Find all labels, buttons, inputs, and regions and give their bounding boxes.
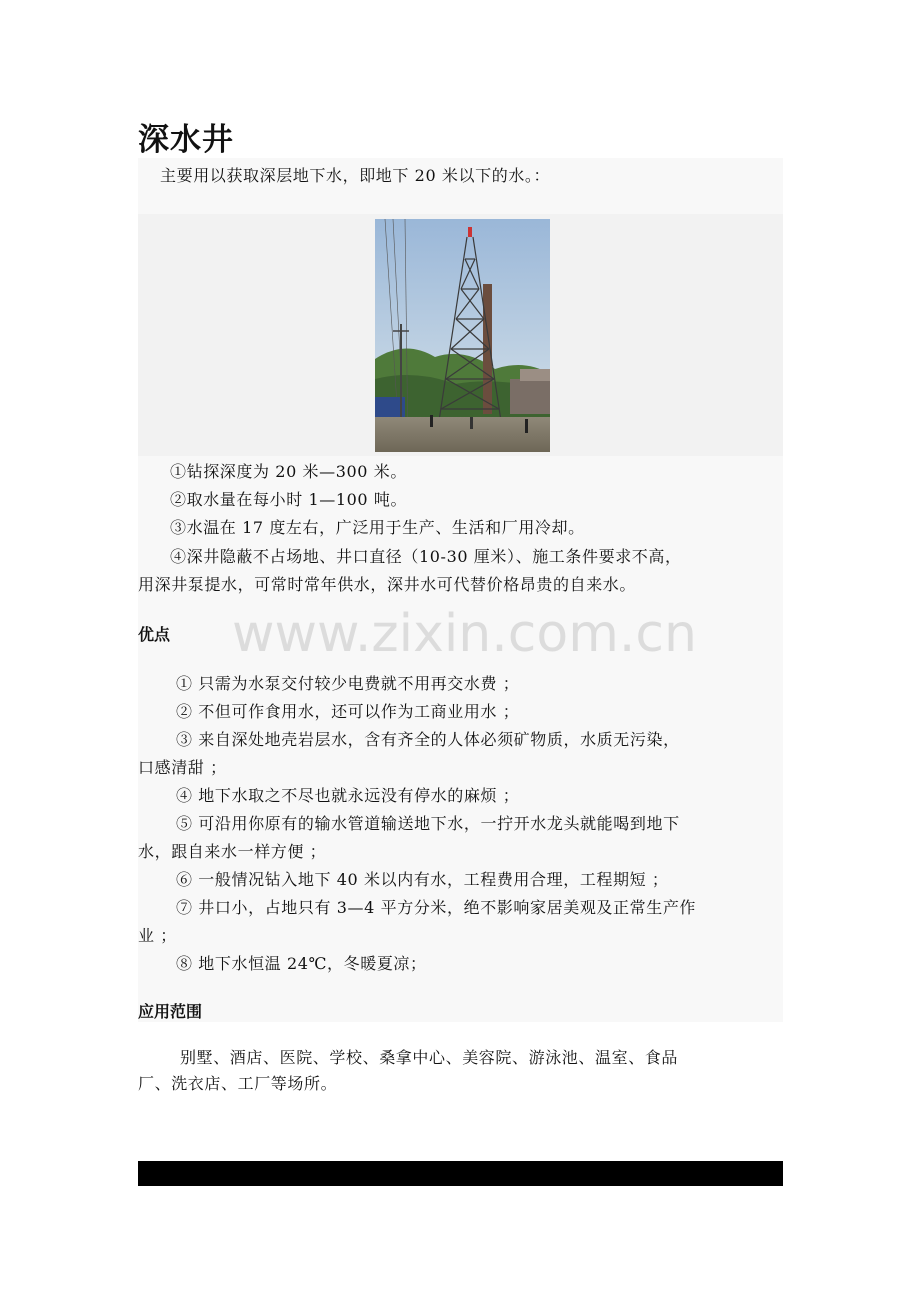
advantage-line: 口感清甜 ； [138, 758, 227, 777]
advantage-line: ⑤ 可沿用你原有的输水管道输送地下水，一拧开水龙头就能喝到地下 [176, 814, 680, 833]
advantage-line: ⑧ 地下水恒温 24℃，冬暖夏凉； [176, 954, 427, 973]
advantage-line: 业 ； [138, 926, 177, 945]
watermark: www.zixin.com.cn [232, 604, 697, 664]
intro-text: 主要用以获取深层地下水，即地下 20 米以下的水。： [160, 166, 551, 185]
applications-line-2: 厂、洗衣店、工厂等场所。 [138, 1074, 338, 1093]
spec-4-line-1: ④深井隐蔽不占场地、井口直径（10-30 厘米）、施工条件要求不高， [170, 547, 682, 566]
applications-line-1: 别墅、酒店、医院、学校、桑拿中心、美容院、游泳池、温室、食品 [180, 1048, 679, 1067]
page-title: 深水井 [138, 122, 234, 158]
advantage-line: ⑥ 一般情况钻入地下 40 米以内有水，工程费用合理，工程期短 ； [176, 870, 669, 889]
spec-4-line-2: 用深井泵提水，可常时常年供水，深井水可代替价格昂贵的自来水。 [138, 575, 637, 594]
advantage-line: ④ 地下水取之不尽也就永远没有停水的麻烦 ； [176, 786, 520, 805]
drilling-rig-photo [375, 219, 550, 452]
advantage-line: ① 只需为水泵交付较少电费就不用再交水费 ； [176, 674, 520, 693]
spec-3: ③水温在 17 度左右，广泛用于生产、生活和厂用冷却。 [170, 518, 585, 537]
spec-1: ①钻探深度为 20 米—300 米。 [170, 462, 407, 481]
advantage-line: ⑦ 井口小，占地只有 3—4 平方分米，绝不影响家居美观及正常生产作 [176, 898, 697, 917]
advantage-line: ③ 来自深处地壳岩层水，含有齐全的人体必须矿物质，水质无污染， [176, 730, 680, 749]
advantage-line: 水，跟自来水一样方便 ； [138, 842, 327, 861]
advantages-heading: 优点 [138, 625, 171, 644]
applications-heading: 应用范围 [138, 1002, 203, 1021]
advantage-line: ② 不但可作食用水，还可以作为工商业用水 ； [176, 702, 520, 721]
spec-2: ②取水量在每小时 1—100 吨。 [170, 490, 408, 509]
footer-bar [138, 1161, 783, 1186]
